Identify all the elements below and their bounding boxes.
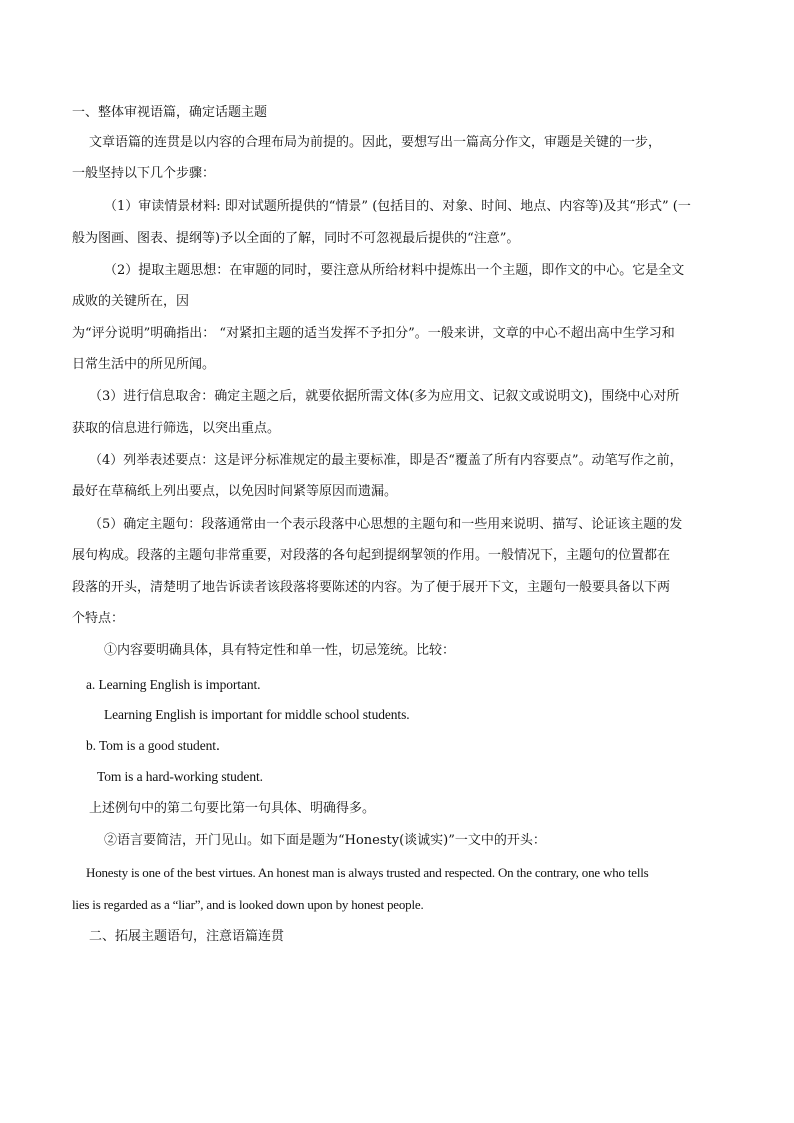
example-sentence: Learning English is important for middle school students. <box>104 707 410 722</box>
step-5-text: （5）确定主题句：段落通常由一个表示段落中心思想的主题句和一些用来说明、描写、论证该主题的发 <box>89 517 683 532</box>
feature-1-text: ①内容要明确具体，具有特定性和单一性，切忌笼统。比较： <box>104 643 456 658</box>
step-2-text: （2）提取主题思想：在审题的同时，要注意从所给材料中提炼出一个主题，即作文的中心。它是全文 <box>104 263 685 278</box>
step-1-text: 般为图画、图表、提纲等)予以全面的了解，同时不可忽视最后提供的“注意”。 <box>72 231 520 246</box>
step-3-text: 获取的信息进行筛选，以突出重点。 <box>72 421 281 436</box>
step-5-text: 展句构成。段落的主题句非常重要，对段落的各句起到提纲挈领的作用。一般情况下，主题句的位置都在 <box>72 548 671 563</box>
section-heading-1: 一、整体审视语篇，确定话题主题 <box>72 105 268 120</box>
example-sentence: b. Tom is a good student． <box>86 738 230 753</box>
step-2-text: 成败的关键所在，因 <box>72 294 190 309</box>
step-4-text: 最好在草稿纸上列出要点，以免因时间紧等原因而遗漏。 <box>72 484 398 499</box>
step-5-text: 段落的开头，清楚明了地告诉读者该段落将要陈述的内容。为了便于展开下文，主题句一般要具备以下两 <box>72 580 671 595</box>
feature-2-text: ②语言要简洁，开门见山。如下面是题为“Honesty(谈诚实)”一文中的开头： <box>104 833 546 848</box>
intro-text-line: 文章语篇的连贯是以内容的合理布局为前提的。因此，要想写出一篇高分作文，审题是关键的一步， <box>89 135 662 150</box>
example-sentence: Tom is a hard-working student. <box>97 769 263 784</box>
step-1-text: （1）审读情景材料: 即对试题所提供的“情景” (包括目的、对象、时间、地点、内容等)及其“形式” (一 <box>104 199 691 214</box>
step-4-text: （4）列举表述要点：这是评分标准规定的最主要标准，即是否“覆盖了所有内容要点”。动笔写作之前， <box>89 453 683 468</box>
honesty-paragraph: lies is regarded as a “liar”, and is looked down upon by honest people. <box>72 897 424 912</box>
honesty-paragraph: Honesty is one of the best virtues. An honest man is always trusted and respected. On the contrary, one who tells <box>86 865 649 880</box>
example-sentence: a. Learning English is important. <box>86 677 261 692</box>
example-note: 上述例句中的第二句要比第一句具体、明确得多。 <box>89 801 376 816</box>
section-heading-2: 二、拓展主题语句，注意语篇连贯 <box>89 929 285 944</box>
step-2-text: 日常生活中的所见所闻。 <box>72 357 216 372</box>
step-2-text: 为“评分说明”明确指出： “对紧扣主题的适当发挥不予扣分”。一般来讲，文章的中心不超出高中生学习和 <box>72 326 675 341</box>
step-3-text: （3）进行信息取舍：确定主题之后，就要依据所需文体(多为应用文、记叙文或说明文)，围绕中心对所 <box>89 389 680 404</box>
step-5-text: 个特点： <box>72 611 125 626</box>
intro-text-line: 一般坚持以下几个步骤： <box>72 166 216 181</box>
